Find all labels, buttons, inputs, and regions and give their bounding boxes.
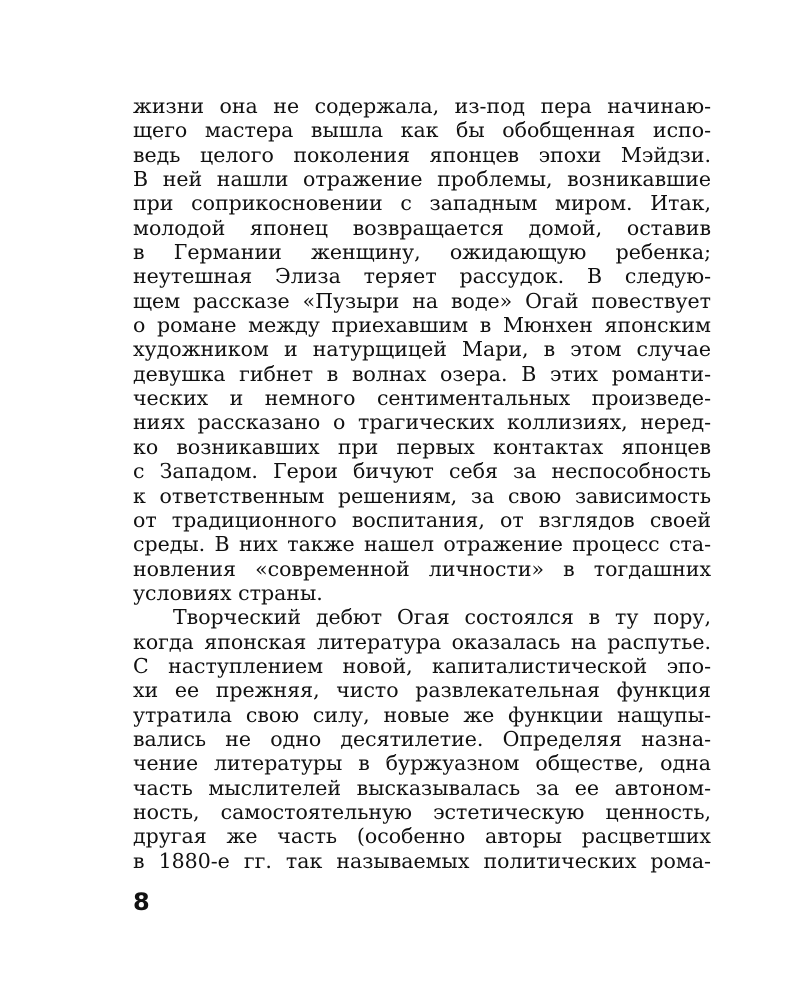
text-line: при соприкосновении с западным миром. Итак,	[133, 191, 711, 216]
text-line: условиях страны.	[133, 580, 323, 605]
text-line: щем рассказе «Пузыри на воде» Огай повествует	[133, 288, 711, 313]
text-line: щего мастера вышла как бы обобщенная испо-	[133, 118, 711, 143]
text-line: часть мыслителей высказывалась за ее автоном-	[133, 775, 711, 800]
text-line: художником и натурщицей Мари, в этом случае	[133, 337, 711, 362]
text-line: молодой японец возвращается домой, оставив	[133, 215, 711, 240]
page-number: 8	[133, 888, 150, 916]
text-line: в Германии женщину, ожидающую ребенка;	[133, 240, 711, 265]
text-line: хи ее прежняя, чисто развлекательная функция	[133, 678, 711, 703]
text-line: о романе между приехавшим в Мюнхен японским	[133, 313, 711, 338]
text-line: ность, самостоятельную эстетическую ценность,	[133, 799, 711, 824]
text-line: ведь целого поколения японцев эпохи Мэйдзи.	[133, 142, 711, 167]
text-line: к ответственным решениям, за свою зависимость	[133, 483, 711, 508]
text-line: среды. В них также нашел отражение процесс ста-	[133, 532, 711, 557]
text-line: девушка гибнет в волнах озера. В этих романти-	[133, 361, 711, 386]
text-line: неутешная Элиза теряет рассудок. В следую-	[133, 264, 711, 289]
text-line: В ней нашли отражение проблемы, возникавшие	[133, 167, 711, 192]
text-line: другая же часть (особенно авторы расцветших	[133, 824, 711, 849]
text-line: чение литературы в буржуазном обществе, одна	[133, 751, 711, 776]
text-line: ко возникавших при первых контактах японцев	[133, 434, 711, 459]
text-line: С наступлением новой, капиталистической эпо-	[133, 653, 711, 678]
text-line: Творческий дебют Огая состоялся в ту пору,	[173, 605, 711, 630]
text-line: утратила свою силу, новые же функции нащупы-	[133, 702, 711, 727]
text-line: от традиционного воспитания, от взглядов своей	[133, 507, 711, 532]
text-line: ческих и немного сентиментальных произведе-	[133, 386, 711, 411]
text-line: вались не одно десятилетие. Определяя назна-	[133, 726, 711, 751]
text-line: жизни она не содержала, из-под пера начинаю-	[133, 94, 711, 118]
text-line: новления «современной личности» в тогдашних	[133, 556, 711, 581]
text-line: когда японская литература оказалась на распутье.	[133, 629, 711, 654]
body-text	[133, 94, 711, 873]
text-line: в 1880-е гг. так называемых политических рома-	[133, 848, 711, 873]
text-line: ниях рассказано о трагических коллизиях, неред-	[133, 410, 711, 435]
text-line: с Западом. Герои бичуют себя за неспособность	[133, 459, 711, 484]
